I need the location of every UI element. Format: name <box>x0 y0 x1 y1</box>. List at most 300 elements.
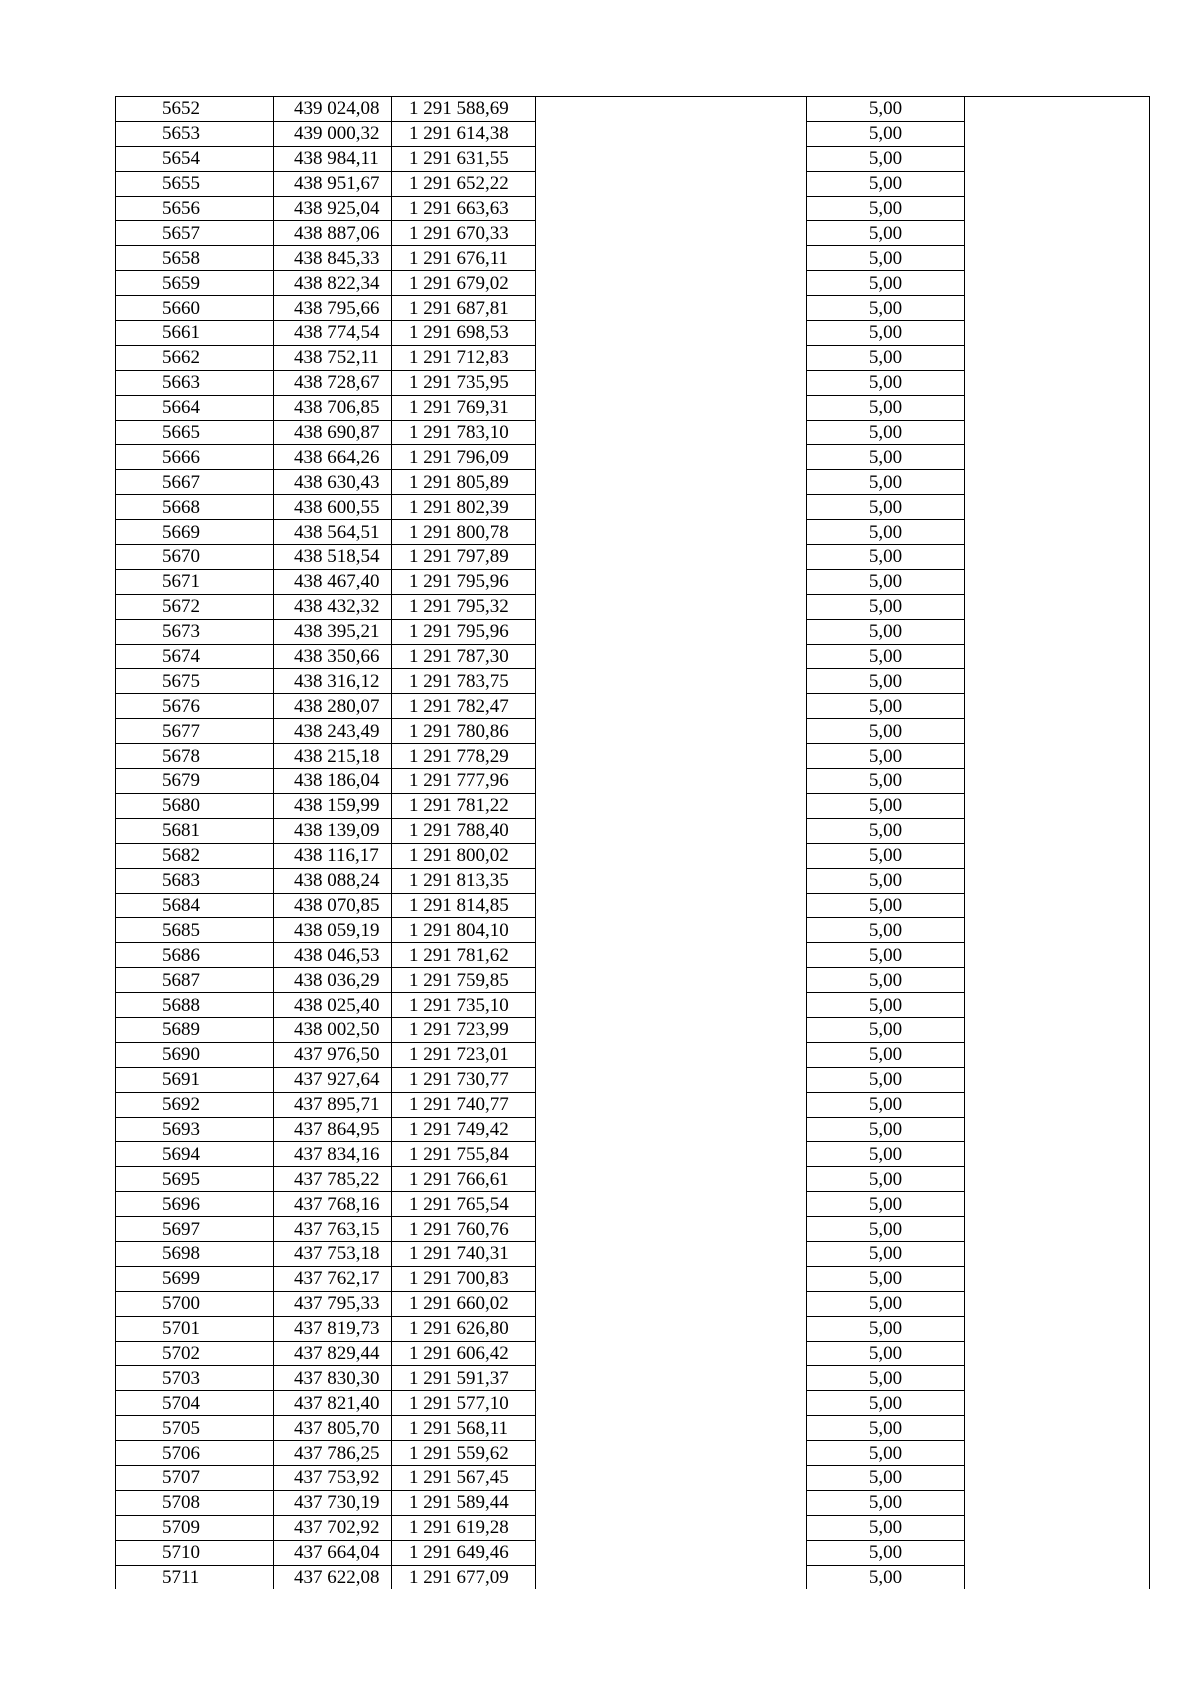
empty-cell <box>536 146 807 171</box>
table-row <box>116 495 1150 520</box>
y-coordinate-cell: 1 291 626,80 <box>392 1316 536 1341</box>
value-cell: 5,00 <box>807 420 965 445</box>
x-coordinate-cell: 437 785,22 <box>274 1167 392 1192</box>
empty-cell <box>536 793 807 818</box>
x-coordinate-cell: 437 927,64 <box>274 1067 392 1092</box>
empty-cell <box>965 769 1150 794</box>
table-row <box>116 221 1150 246</box>
point-number-cell: 5707 <box>116 1465 274 1490</box>
empty-cell <box>965 1391 1150 1416</box>
value-cell: 5,00 <box>807 445 965 470</box>
empty-cell <box>536 97 807 122</box>
empty-cell <box>536 271 807 296</box>
y-coordinate-cell: 1 291 780,86 <box>392 719 536 744</box>
empty-cell <box>536 1217 807 1242</box>
y-coordinate-cell: 1 291 796,09 <box>392 445 536 470</box>
y-coordinate-cell: 1 291 712,83 <box>392 345 536 370</box>
empty-cell <box>536 1192 807 1217</box>
empty-cell <box>965 1167 1150 1192</box>
empty-cell <box>965 1490 1150 1515</box>
value-cell: 5,00 <box>807 1192 965 1217</box>
y-coordinate-cell: 1 291 698,53 <box>392 321 536 346</box>
value-cell: 5,00 <box>807 1217 965 1242</box>
empty-cell <box>965 1341 1150 1366</box>
value-cell: 5,00 <box>807 1092 965 1117</box>
empty-cell <box>965 370 1150 395</box>
empty-cell <box>536 1042 807 1067</box>
point-number-cell: 5695 <box>116 1167 274 1192</box>
empty-cell <box>965 271 1150 296</box>
point-number-cell: 5685 <box>116 918 274 943</box>
empty-cell <box>965 221 1150 246</box>
empty-cell <box>965 868 1150 893</box>
x-coordinate-cell: 438 046,53 <box>274 943 392 968</box>
table-row <box>116 321 1150 346</box>
x-coordinate-cell: 437 821,40 <box>274 1391 392 1416</box>
y-coordinate-cell: 1 291 765,54 <box>392 1192 536 1217</box>
table-row <box>116 1465 1150 1490</box>
y-coordinate-cell: 1 291 679,02 <box>392 271 536 296</box>
table-row <box>116 1142 1150 1167</box>
empty-cell <box>965 171 1150 196</box>
empty-cell <box>536 1291 807 1316</box>
x-coordinate-cell: 438 395,21 <box>274 619 392 644</box>
x-coordinate-cell: 438 951,67 <box>274 171 392 196</box>
empty-cell <box>536 669 807 694</box>
empty-cell <box>965 843 1150 868</box>
value-cell: 5,00 <box>807 719 965 744</box>
y-coordinate-cell: 1 291 723,99 <box>392 1017 536 1042</box>
value-cell: 5,00 <box>807 1241 965 1266</box>
point-number-cell: 5657 <box>116 221 274 246</box>
table-row <box>116 246 1150 271</box>
empty-cell <box>965 1441 1150 1466</box>
value-cell: 5,00 <box>807 744 965 769</box>
x-coordinate-cell: 437 763,15 <box>274 1217 392 1242</box>
point-number-cell: 5653 <box>116 121 274 146</box>
empty-cell <box>965 146 1150 171</box>
table-row <box>116 818 1150 843</box>
empty-cell <box>536 121 807 146</box>
point-number-cell: 5654 <box>116 146 274 171</box>
empty-cell <box>965 520 1150 545</box>
y-coordinate-cell: 1 291 749,42 <box>392 1117 536 1142</box>
empty-cell <box>965 918 1150 943</box>
x-coordinate-cell: 437 622,08 <box>274 1565 392 1589</box>
empty-cell <box>965 744 1150 769</box>
value-cell: 5,00 <box>807 918 965 943</box>
value-cell: 5,00 <box>807 793 965 818</box>
table-row <box>116 1291 1150 1316</box>
empty-cell <box>536 370 807 395</box>
point-number-cell: 5671 <box>116 569 274 594</box>
table-row <box>116 868 1150 893</box>
y-coordinate-cell: 1 291 760,76 <box>392 1217 536 1242</box>
x-coordinate-cell: 438 774,54 <box>274 321 392 346</box>
x-coordinate-cell: 437 819,73 <box>274 1316 392 1341</box>
point-number-cell: 5676 <box>116 694 274 719</box>
empty-cell <box>536 1092 807 1117</box>
empty-cell <box>965 1067 1150 1092</box>
value-cell: 5,00 <box>807 769 965 794</box>
empty-cell <box>965 1217 1150 1242</box>
y-coordinate-cell: 1 291 567,45 <box>392 1465 536 1490</box>
table-row <box>116 1316 1150 1341</box>
empty-cell <box>965 1515 1150 1540</box>
empty-cell <box>965 445 1150 470</box>
empty-cell <box>965 121 1150 146</box>
empty-cell <box>965 321 1150 346</box>
value-cell: 5,00 <box>807 943 965 968</box>
table-row <box>116 146 1150 171</box>
value-cell: 5,00 <box>807 1465 965 1490</box>
point-number-cell: 5683 <box>116 868 274 893</box>
point-number-cell: 5678 <box>116 744 274 769</box>
empty-cell <box>536 395 807 420</box>
table-row <box>116 1167 1150 1192</box>
x-coordinate-cell: 437 786,25 <box>274 1441 392 1466</box>
x-coordinate-cell: 437 795,33 <box>274 1291 392 1316</box>
value-cell: 5,00 <box>807 1117 965 1142</box>
point-number-cell: 5696 <box>116 1192 274 1217</box>
empty-cell <box>965 893 1150 918</box>
point-number-cell: 5687 <box>116 968 274 993</box>
y-coordinate-cell: 1 291 813,35 <box>392 868 536 893</box>
value-cell: 5,00 <box>807 1067 965 1092</box>
table-row <box>116 1540 1150 1565</box>
table-row <box>116 1117 1150 1142</box>
y-coordinate-cell: 1 291 568,11 <box>392 1416 536 1441</box>
table-row <box>116 968 1150 993</box>
table-row <box>116 1515 1150 1540</box>
x-coordinate-cell: 438 432,32 <box>274 594 392 619</box>
empty-cell <box>536 1540 807 1565</box>
empty-cell <box>536 520 807 545</box>
table-row <box>116 97 1150 122</box>
value-cell: 5,00 <box>807 569 965 594</box>
y-coordinate-cell: 1 291 814,85 <box>392 893 536 918</box>
x-coordinate-cell: 437 753,18 <box>274 1241 392 1266</box>
x-coordinate-cell: 439 000,32 <box>274 121 392 146</box>
table-row <box>116 395 1150 420</box>
value-cell: 5,00 <box>807 1341 965 1366</box>
point-number-cell: 5686 <box>116 943 274 968</box>
empty-cell <box>536 221 807 246</box>
table-row <box>116 345 1150 370</box>
value-cell: 5,00 <box>807 1366 965 1391</box>
x-coordinate-cell: 438 159,99 <box>274 793 392 818</box>
value-cell: 5,00 <box>807 1515 965 1540</box>
x-coordinate-cell: 438 728,67 <box>274 370 392 395</box>
empty-cell <box>965 1565 1150 1589</box>
table-row <box>116 993 1150 1018</box>
x-coordinate-cell: 437 829,44 <box>274 1341 392 1366</box>
point-number-cell: 5705 <box>116 1416 274 1441</box>
x-coordinate-cell: 438 752,11 <box>274 345 392 370</box>
x-coordinate-cell: 438 186,04 <box>274 769 392 794</box>
empty-cell <box>536 1441 807 1466</box>
y-coordinate-cell: 1 291 589,44 <box>392 1490 536 1515</box>
table-row <box>116 1217 1150 1242</box>
table-row <box>116 520 1150 545</box>
empty-cell <box>965 296 1150 321</box>
value-cell: 5,00 <box>807 321 965 346</box>
y-coordinate-cell: 1 291 802,39 <box>392 495 536 520</box>
value-cell: 5,00 <box>807 345 965 370</box>
x-coordinate-cell: 438 316,12 <box>274 669 392 694</box>
point-number-cell: 5711 <box>116 1565 274 1589</box>
empty-cell <box>536 1465 807 1490</box>
empty-cell <box>965 1092 1150 1117</box>
point-number-cell: 5680 <box>116 793 274 818</box>
x-coordinate-cell: 438 690,87 <box>274 420 392 445</box>
value-cell: 5,00 <box>807 97 965 122</box>
value-cell: 5,00 <box>807 495 965 520</box>
x-coordinate-cell: 438 795,66 <box>274 296 392 321</box>
table-row <box>116 918 1150 943</box>
value-cell: 5,00 <box>807 121 965 146</box>
table-row <box>116 171 1150 196</box>
x-coordinate-cell: 439 024,08 <box>274 97 392 122</box>
empty-cell <box>965 993 1150 1018</box>
table-row <box>116 1017 1150 1042</box>
y-coordinate-cell: 1 291 755,84 <box>392 1142 536 1167</box>
value-cell: 5,00 <box>807 1167 965 1192</box>
empty-cell <box>536 1266 807 1291</box>
x-coordinate-cell: 437 864,95 <box>274 1117 392 1142</box>
y-coordinate-cell: 1 291 670,33 <box>392 221 536 246</box>
table-row <box>116 594 1150 619</box>
empty-cell <box>536 968 807 993</box>
y-coordinate-cell: 1 291 795,96 <box>392 619 536 644</box>
point-number-cell: 5666 <box>116 445 274 470</box>
table-row <box>116 1341 1150 1366</box>
empty-cell <box>536 868 807 893</box>
point-number-cell: 5673 <box>116 619 274 644</box>
table-row <box>116 793 1150 818</box>
table-row <box>116 370 1150 395</box>
value-cell: 5,00 <box>807 395 965 420</box>
empty-cell <box>536 1117 807 1142</box>
table-row <box>116 196 1150 221</box>
y-coordinate-cell: 1 291 781,22 <box>392 793 536 818</box>
y-coordinate-cell: 1 291 782,47 <box>392 694 536 719</box>
table-row <box>116 1092 1150 1117</box>
x-coordinate-cell: 437 768,16 <box>274 1192 392 1217</box>
x-coordinate-cell: 437 762,17 <box>274 1266 392 1291</box>
table-row <box>116 1067 1150 1092</box>
empty-cell <box>536 1316 807 1341</box>
table-row <box>116 1391 1150 1416</box>
empty-cell <box>965 196 1150 221</box>
point-number-cell: 5660 <box>116 296 274 321</box>
x-coordinate-cell: 438 564,51 <box>274 520 392 545</box>
table-row <box>116 470 1150 495</box>
empty-cell <box>536 1017 807 1042</box>
table-row <box>116 619 1150 644</box>
point-number-cell: 5709 <box>116 1515 274 1540</box>
point-number-cell: 5670 <box>116 545 274 570</box>
table-row <box>116 744 1150 769</box>
point-number-cell: 5663 <box>116 370 274 395</box>
empty-cell <box>536 1167 807 1192</box>
x-coordinate-cell: 437 976,50 <box>274 1042 392 1067</box>
value-cell: 5,00 <box>807 296 965 321</box>
empty-cell <box>536 1366 807 1391</box>
y-coordinate-cell: 1 291 559,62 <box>392 1441 536 1466</box>
empty-cell <box>536 470 807 495</box>
y-coordinate-cell: 1 291 660,02 <box>392 1291 536 1316</box>
y-coordinate-cell: 1 291 631,55 <box>392 146 536 171</box>
empty-cell <box>965 594 1150 619</box>
point-number-cell: 5661 <box>116 321 274 346</box>
table-row <box>116 569 1150 594</box>
empty-cell <box>965 1017 1150 1042</box>
y-coordinate-cell: 1 291 700,83 <box>392 1266 536 1291</box>
point-number-cell: 5690 <box>116 1042 274 1067</box>
x-coordinate-cell: 438 664,26 <box>274 445 392 470</box>
empty-cell <box>965 1266 1150 1291</box>
empty-cell <box>965 97 1150 122</box>
table-row <box>116 769 1150 794</box>
table-row <box>116 545 1150 570</box>
y-coordinate-cell: 1 291 577,10 <box>392 1391 536 1416</box>
point-number-cell: 5710 <box>116 1540 274 1565</box>
point-number-cell: 5706 <box>116 1441 274 1466</box>
y-coordinate-cell: 1 291 730,77 <box>392 1067 536 1092</box>
empty-cell <box>536 1341 807 1366</box>
empty-cell <box>965 818 1150 843</box>
point-number-cell: 5667 <box>116 470 274 495</box>
point-number-cell: 5681 <box>116 818 274 843</box>
y-coordinate-cell: 1 291 795,96 <box>392 569 536 594</box>
point-number-cell: 5703 <box>116 1366 274 1391</box>
x-coordinate-cell: 437 834,16 <box>274 1142 392 1167</box>
empty-cell <box>965 395 1150 420</box>
value-cell: 5,00 <box>807 520 965 545</box>
x-coordinate-cell: 438 243,49 <box>274 719 392 744</box>
value-cell: 5,00 <box>807 1291 965 1316</box>
empty-cell <box>965 545 1150 570</box>
value-cell: 5,00 <box>807 694 965 719</box>
x-coordinate-cell: 437 895,71 <box>274 1092 392 1117</box>
empty-cell <box>536 1490 807 1515</box>
point-number-cell: 5682 <box>116 843 274 868</box>
empty-cell <box>536 843 807 868</box>
point-number-cell: 5698 <box>116 1241 274 1266</box>
value-cell: 5,00 <box>807 1391 965 1416</box>
empty-cell <box>536 296 807 321</box>
table-row <box>116 1490 1150 1515</box>
value-cell: 5,00 <box>807 171 965 196</box>
empty-cell <box>965 793 1150 818</box>
table-row <box>116 893 1150 918</box>
empty-cell <box>536 445 807 470</box>
empty-cell <box>536 993 807 1018</box>
point-number-cell: 5675 <box>116 669 274 694</box>
table-row <box>116 1441 1150 1466</box>
y-coordinate-cell: 1 291 783,75 <box>392 669 536 694</box>
point-number-cell: 5652 <box>116 97 274 122</box>
y-coordinate-cell: 1 291 677,09 <box>392 1565 536 1589</box>
empty-cell <box>536 769 807 794</box>
point-number-cell: 5699 <box>116 1266 274 1291</box>
empty-cell <box>536 644 807 669</box>
y-coordinate-cell: 1 291 614,38 <box>392 121 536 146</box>
point-number-cell: 5674 <box>116 644 274 669</box>
table-row <box>116 1192 1150 1217</box>
table-row <box>116 1416 1150 1441</box>
x-coordinate-cell: 438 280,07 <box>274 694 392 719</box>
empty-cell <box>536 594 807 619</box>
point-number-cell: 5669 <box>116 520 274 545</box>
point-number-cell: 5708 <box>116 1490 274 1515</box>
empty-cell <box>965 420 1150 445</box>
empty-cell <box>536 918 807 943</box>
y-coordinate-cell: 1 291 800,78 <box>392 520 536 545</box>
empty-cell <box>536 321 807 346</box>
y-coordinate-cell: 1 291 769,31 <box>392 395 536 420</box>
x-coordinate-cell: 438 925,04 <box>274 196 392 221</box>
empty-cell <box>536 545 807 570</box>
point-number-cell: 5694 <box>116 1142 274 1167</box>
x-coordinate-cell: 438 518,54 <box>274 545 392 570</box>
value-cell: 5,00 <box>807 818 965 843</box>
x-coordinate-cell: 438 600,55 <box>274 495 392 520</box>
empty-cell <box>536 1565 807 1589</box>
value-cell: 5,00 <box>807 271 965 296</box>
y-coordinate-cell: 1 291 787,30 <box>392 644 536 669</box>
value-cell: 5,00 <box>807 893 965 918</box>
x-coordinate-cell: 437 805,70 <box>274 1416 392 1441</box>
empty-cell <box>965 569 1150 594</box>
point-number-cell: 5684 <box>116 893 274 918</box>
x-coordinate-cell: 438 706,85 <box>274 395 392 420</box>
empty-cell <box>536 619 807 644</box>
y-coordinate-cell: 1 291 723,01 <box>392 1042 536 1067</box>
point-number-cell: 5702 <box>116 1341 274 1366</box>
x-coordinate-cell: 438 059,19 <box>274 918 392 943</box>
value-cell: 5,00 <box>807 221 965 246</box>
empty-cell <box>965 1192 1150 1217</box>
value-cell: 5,00 <box>807 1416 965 1441</box>
point-number-cell: 5693 <box>116 1117 274 1142</box>
empty-cell <box>965 644 1150 669</box>
empty-cell <box>536 744 807 769</box>
value-cell: 5,00 <box>807 1316 965 1341</box>
value-cell: 5,00 <box>807 868 965 893</box>
value-cell: 5,00 <box>807 619 965 644</box>
x-coordinate-cell: 437 664,04 <box>274 1540 392 1565</box>
empty-cell <box>536 893 807 918</box>
table-row <box>116 420 1150 445</box>
x-coordinate-cell: 438 139,09 <box>274 818 392 843</box>
table-row <box>116 644 1150 669</box>
y-coordinate-cell: 1 291 805,89 <box>392 470 536 495</box>
empty-cell <box>965 1366 1150 1391</box>
table-row <box>116 669 1150 694</box>
y-coordinate-cell: 1 291 804,10 <box>392 918 536 943</box>
empty-cell <box>536 719 807 744</box>
x-coordinate-cell: 438 467,40 <box>274 569 392 594</box>
empty-cell <box>536 818 807 843</box>
y-coordinate-cell: 1 291 778,29 <box>392 744 536 769</box>
empty-cell <box>965 968 1150 993</box>
y-coordinate-cell: 1 291 795,32 <box>392 594 536 619</box>
empty-cell <box>536 694 807 719</box>
x-coordinate-cell: 438 002,50 <box>274 1017 392 1042</box>
value-cell: 5,00 <box>807 1266 965 1291</box>
